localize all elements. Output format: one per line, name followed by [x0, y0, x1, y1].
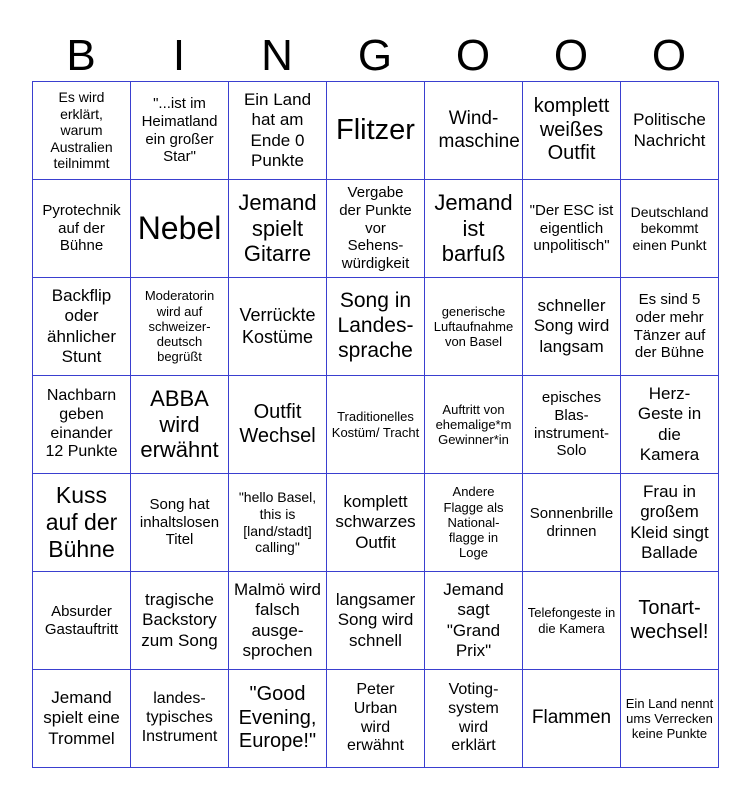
cell-text: Flitzer — [336, 114, 415, 147]
bingo-cell[interactable] — [621, 180, 719, 278]
cell-text: tragische Backstory zum Song — [141, 590, 218, 650]
bingo-cell[interactable] — [425, 278, 523, 376]
bingo-cell[interactable] — [229, 474, 327, 572]
cell-text: Jemand spielt eine Trommel — [43, 688, 120, 748]
cell-text: Herz-Geste in die Kamera — [637, 384, 702, 464]
cell-text: Jemand sagt "Grand Prix" — [443, 580, 504, 660]
bingo-cell[interactable] — [621, 572, 719, 670]
cell-text: Verrückte Kostüme — [239, 305, 316, 347]
bingo-grid — [32, 81, 719, 768]
bingo-cell[interactable] — [33, 572, 131, 670]
cell-text: Jemand ist barfuß — [434, 189, 513, 267]
bingo-cell[interactable] — [229, 278, 327, 376]
cell-text: komplett schwarzes Outfit — [335, 492, 416, 552]
cell-text: Telefongeste in die Kamera — [527, 605, 616, 636]
bingo-cell[interactable] — [523, 180, 621, 278]
bingo-cell[interactable] — [621, 474, 719, 572]
bingo-header — [32, 30, 718, 82]
cell-text: episches Blas-instrument-Solo — [533, 389, 610, 460]
bingo-cell[interactable] — [229, 376, 327, 474]
bingo-cell[interactable] — [327, 474, 425, 572]
bingo-cell[interactable] — [523, 376, 621, 474]
bingo-cell[interactable] — [327, 670, 425, 768]
header-letter-b: B — [66, 31, 96, 80]
cell-text: "hello Basel, this is [land/stadt] calling" — [238, 489, 317, 556]
cell-text: Andere Flagge als National-flagge in Loge — [443, 484, 504, 561]
cell-text: Wind-maschine — [438, 108, 520, 152]
bingo-cell[interactable] — [131, 670, 229, 768]
bingo-cell[interactable] — [33, 180, 131, 278]
bingo-cell[interactable] — [425, 474, 523, 572]
bingo-cell[interactable] — [33, 82, 131, 180]
cell-text: Es wird erklärt, warum Australien teilnimmt — [50, 89, 113, 172]
header-letter-i: I — [172, 31, 186, 80]
cell-text: Sonnenbrille drinnen — [529, 504, 614, 540]
cell-text: Pyrotechnik auf der Bühne — [42, 201, 121, 255]
bingo-cell[interactable] — [229, 572, 327, 670]
bingo-cell[interactable] — [523, 278, 621, 376]
cell-text: "Der ESC ist eigentlich unpolitisch" — [529, 201, 614, 255]
bingo-cell[interactable] — [33, 670, 131, 768]
cell-text: Malmö wird falsch ausge-sprochen — [234, 580, 321, 660]
cell-text: langsamer Song wird schnell — [335, 590, 416, 650]
cell-text: Outfit Wechsel — [239, 400, 316, 447]
bingo-cell[interactable] — [131, 180, 229, 278]
bingo-cell[interactable] — [327, 180, 425, 278]
cell-text: landes-typisches Instrument — [141, 690, 218, 745]
cell-text: Jemand spielt Gitarre — [238, 189, 317, 267]
bingo-cell[interactable] — [425, 376, 523, 474]
bingo-cell[interactable] — [523, 572, 621, 670]
cell-text: Es sind 5 oder mehr Tänzer auf der Bühne — [633, 291, 706, 362]
cell-text: Moderatorin wird auf schweizer-deutsch begrüßt — [144, 288, 215, 365]
cell-text: Voting-system wird erklärt — [448, 680, 499, 755]
bingo-cell[interactable] — [327, 376, 425, 474]
cell-text: generische Luftaufnahme von Basel — [433, 303, 514, 350]
cell-text: Song in Landes-sprache — [337, 289, 414, 362]
bingo-cell[interactable] — [621, 670, 719, 768]
bingo-cell[interactable] — [33, 474, 131, 572]
header-letter-o-3: O — [651, 31, 687, 80]
bingo-cell[interactable] — [131, 376, 229, 474]
cell-text: Deutschland bekommt einen Punkt — [630, 203, 709, 253]
cell-text: "Good Evening, Europe!" — [238, 683, 317, 753]
bingo-cell[interactable] — [327, 572, 425, 670]
bingo-cell[interactable] — [327, 278, 425, 376]
bingo-cell[interactable] — [229, 180, 327, 278]
cell-text: Kuss auf der Bühne — [45, 481, 118, 563]
cell-text: Politische Nachricht — [633, 110, 706, 150]
cell-text: Nachbarn geben einander 12 Punkte — [45, 386, 118, 461]
cell-text: Backflip oder ähnlicher Stunt — [47, 286, 116, 366]
cell-text: Absurder Gastauftritt — [44, 602, 119, 638]
cell-text: schneller Song wird langsam — [533, 296, 610, 356]
bingo-cell[interactable] — [131, 278, 229, 376]
cell-text: Vergabe der Punkte vor Sehens-würdigkeit — [339, 184, 412, 273]
cell-text: Nebel — [137, 209, 222, 246]
cell-text: Tonart-wechsel! — [630, 596, 709, 643]
bingo-cell[interactable] — [425, 180, 523, 278]
cell-text: Peter Urban wird erwähnt — [347, 680, 404, 755]
cell-text: "...ist im Heimatland ein großer Star" — [141, 95, 218, 166]
bingo-cell[interactable] — [131, 572, 229, 670]
bingo-cell[interactable] — [131, 474, 229, 572]
cell-text: Ein Land hat am Ende 0 Punkte — [243, 90, 312, 170]
cell-text: Auftritt von ehemalige*m Gewinner*in — [435, 401, 512, 448]
cell-text: Traditionelles Kostüm/ Tracht — [331, 409, 420, 440]
header-letter-g: G — [357, 31, 393, 80]
bingo-cell[interactable] — [523, 670, 621, 768]
bingo-cell[interactable] — [229, 82, 327, 180]
bingo-cell[interactable] — [621, 278, 719, 376]
header-letter-o-1: O — [455, 31, 491, 80]
bingo-cell[interactable] — [425, 670, 523, 768]
bingo-cell[interactable] — [425, 82, 523, 180]
header-letter-o-2: O — [553, 31, 589, 80]
bingo-cell[interactable] — [621, 82, 719, 180]
cell-text: Ein Land nennt ums Verrecken keine Punkte — [625, 695, 714, 742]
bingo-cell[interactable] — [523, 82, 621, 180]
cell-text: Flammen — [531, 707, 612, 729]
bingo-cell[interactable] — [425, 572, 523, 670]
cell-text: Frau in großem Kleid singt Ballade — [630, 482, 709, 562]
bingo-cell[interactable] — [131, 82, 229, 180]
cell-text: ABBA wird erwähnt — [140, 385, 219, 463]
header-letter-n: N — [261, 31, 293, 80]
bingo-cell[interactable] — [33, 278, 131, 376]
cell-text: komplett weißes Outfit — [533, 95, 610, 165]
bingo-cell[interactable] — [621, 376, 719, 474]
bingo-cell[interactable] — [229, 670, 327, 768]
bingo-cell[interactable] — [33, 376, 131, 474]
bingo-cell[interactable] — [327, 82, 425, 180]
bingo-cell[interactable] — [523, 474, 621, 572]
cell-text: Song hat inhaltslosen Titel — [139, 495, 220, 549]
